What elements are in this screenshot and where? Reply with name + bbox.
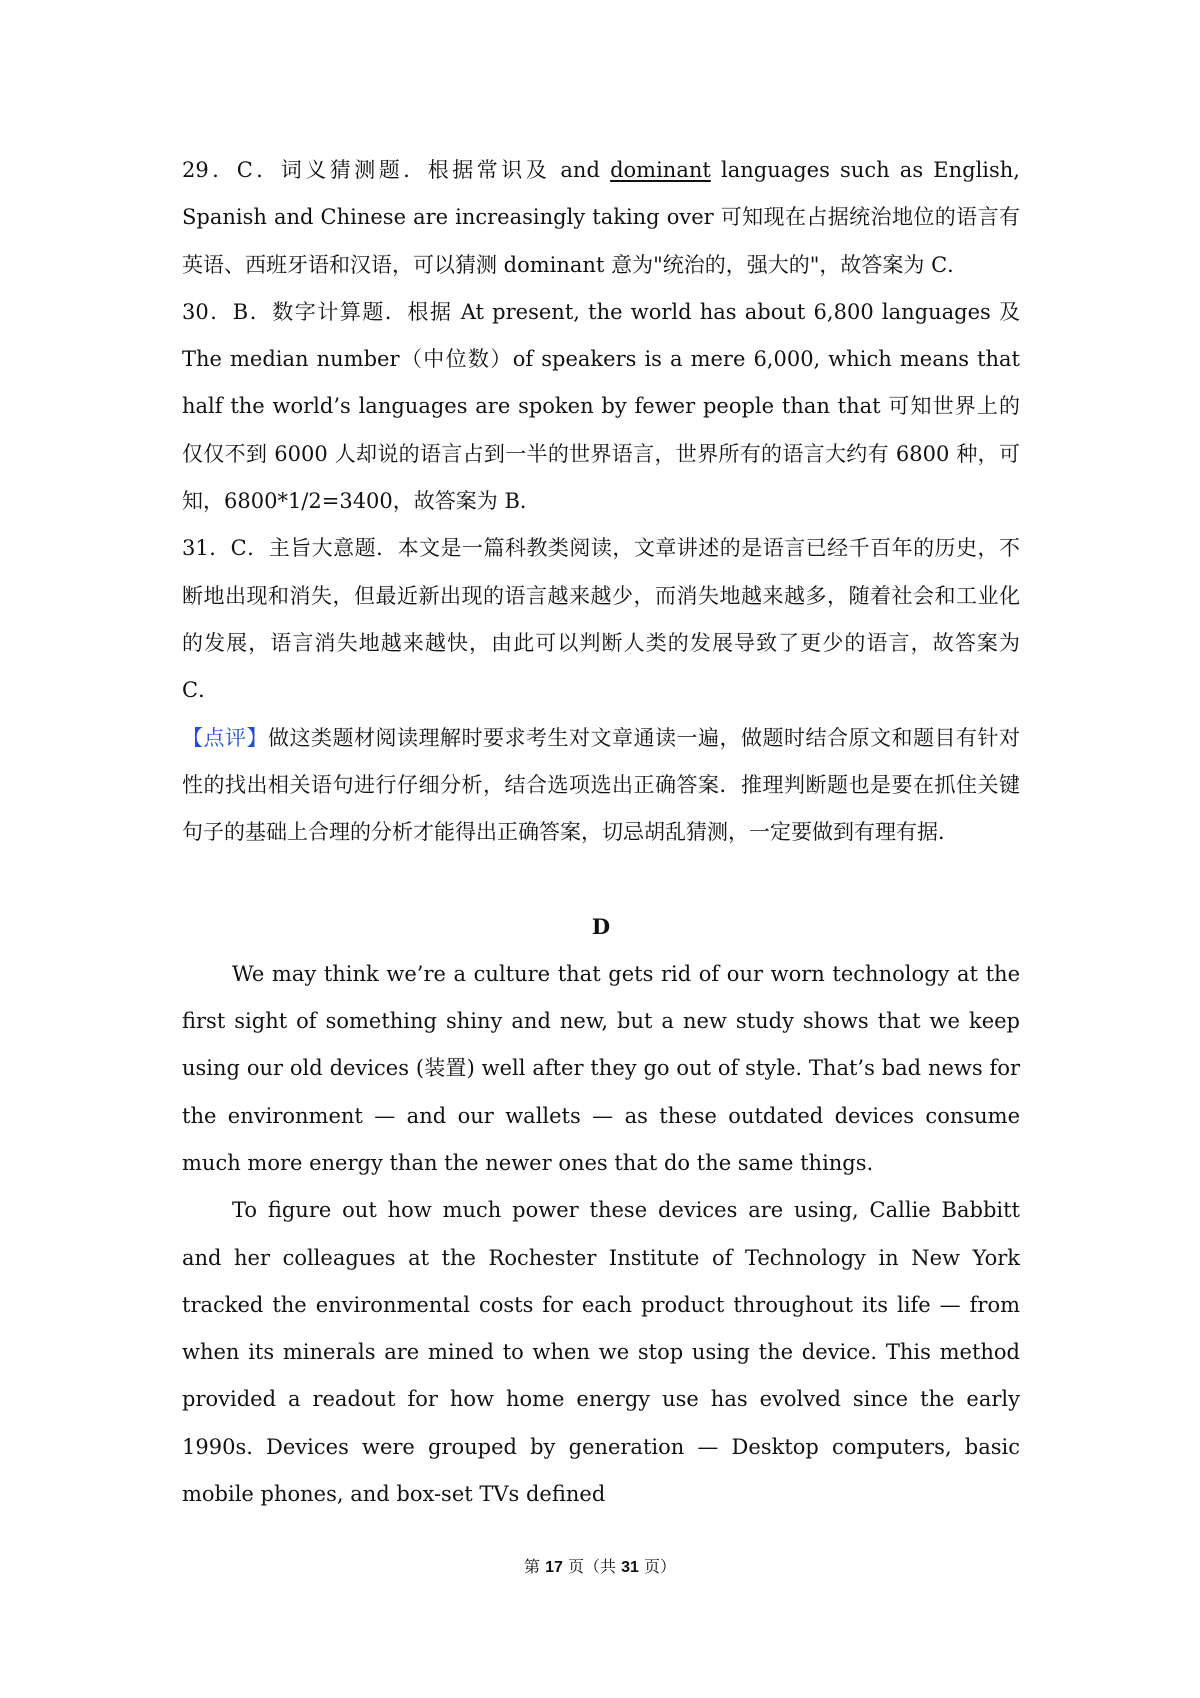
page-footer <box>0 1557 1200 1578</box>
footer-suffix: 页） <box>638 1557 676 1576</box>
answer-29-prefix: 29．C．词义猜测题．根据常识及 and <box>182 158 611 182</box>
footer-prefix: 第 <box>524 1557 546 1576</box>
page-content <box>182 147 1020 1518</box>
underlined-word-dominant: dominant <box>610 158 711 182</box>
answer-29-suffix: languages such as English, Spanish and Chinese are increasingly taking over 可知现在占据统治地位的语言有英语、西班牙语和汉语，可以猜测 dominant 意为"统治的，强大的"，故答案为 C． <box>182 158 1020 277</box>
answer-31: 31．C．主旨大意题．本文是一篇科教类阅读，文章讲述的是语言已经千百年的历史，不断地出现和消失，但最近新出现的语言越来越少，而消失地越来越多，随着社会和工业化的发展，语言消失地越来越快，由此可以判断人类的发展导致了更少的语言，故答案为 C． <box>182 536 1020 703</box>
passage-paragraph: To figure out how much power these devices are using, Callie Babbitt and her colleagues at the Rochester Institute of Technology in New York tracked the environmental costs for each product throughout its life — from when its minerals are mined to when we stop using the device. This method provided a readout for how home energy use has evolved since the early 1990s. Devices were grouped by generation — Desktop computers, basic mobile phones, and box-set TVs defined <box>182 1198 1020 1507</box>
page-number: 17 <box>545 1559 563 1576</box>
passage-paragraph: We may think we’re a culture that gets rid of our worn technology at the first sight of something shiny and new, but a new study shows that we keep using our old devices (装置) well after they go out of style. That’s bad news for the environment — and our wallets — as these outdated devices consume much more energy than the newer ones that do the same things. <box>182 961 1020 1175</box>
answer-29 <box>182 147 1020 289</box>
section-heading: D <box>591 914 611 940</box>
comment-paragraph <box>182 715 1020 857</box>
answer-30: 30．B．数字计算题．根据 At present, the world has about 6,800 languages 及 The median number（中位数）of speakers is a mere 6,000, which means that half the world’s languages are spoken by fewer people than that 可知世界上的仅仅不到 6000 人却说的语言占到一半的世界语言，世界所有的语言大约有 6800 种，可知，6800*1/2=3400，故答案为 B． <box>182 299 1020 514</box>
footer-middle: 页（共 <box>562 1557 622 1576</box>
page-total: 31 <box>621 1559 639 1576</box>
comment-text: 做这类题材阅读理解时要求考生对文章通读一遍，做题时结合原文和题目有针对性的找出相关语句进行仔细分析，结合选项选出正确答案．推理判断题也是要在抓住关键句子的基础上合理的分析才能得出正确答案，切忌胡乱猜测，一定要做到有理有据． <box>182 725 1020 845</box>
comment-tag: 【点评】 <box>182 725 268 750</box>
